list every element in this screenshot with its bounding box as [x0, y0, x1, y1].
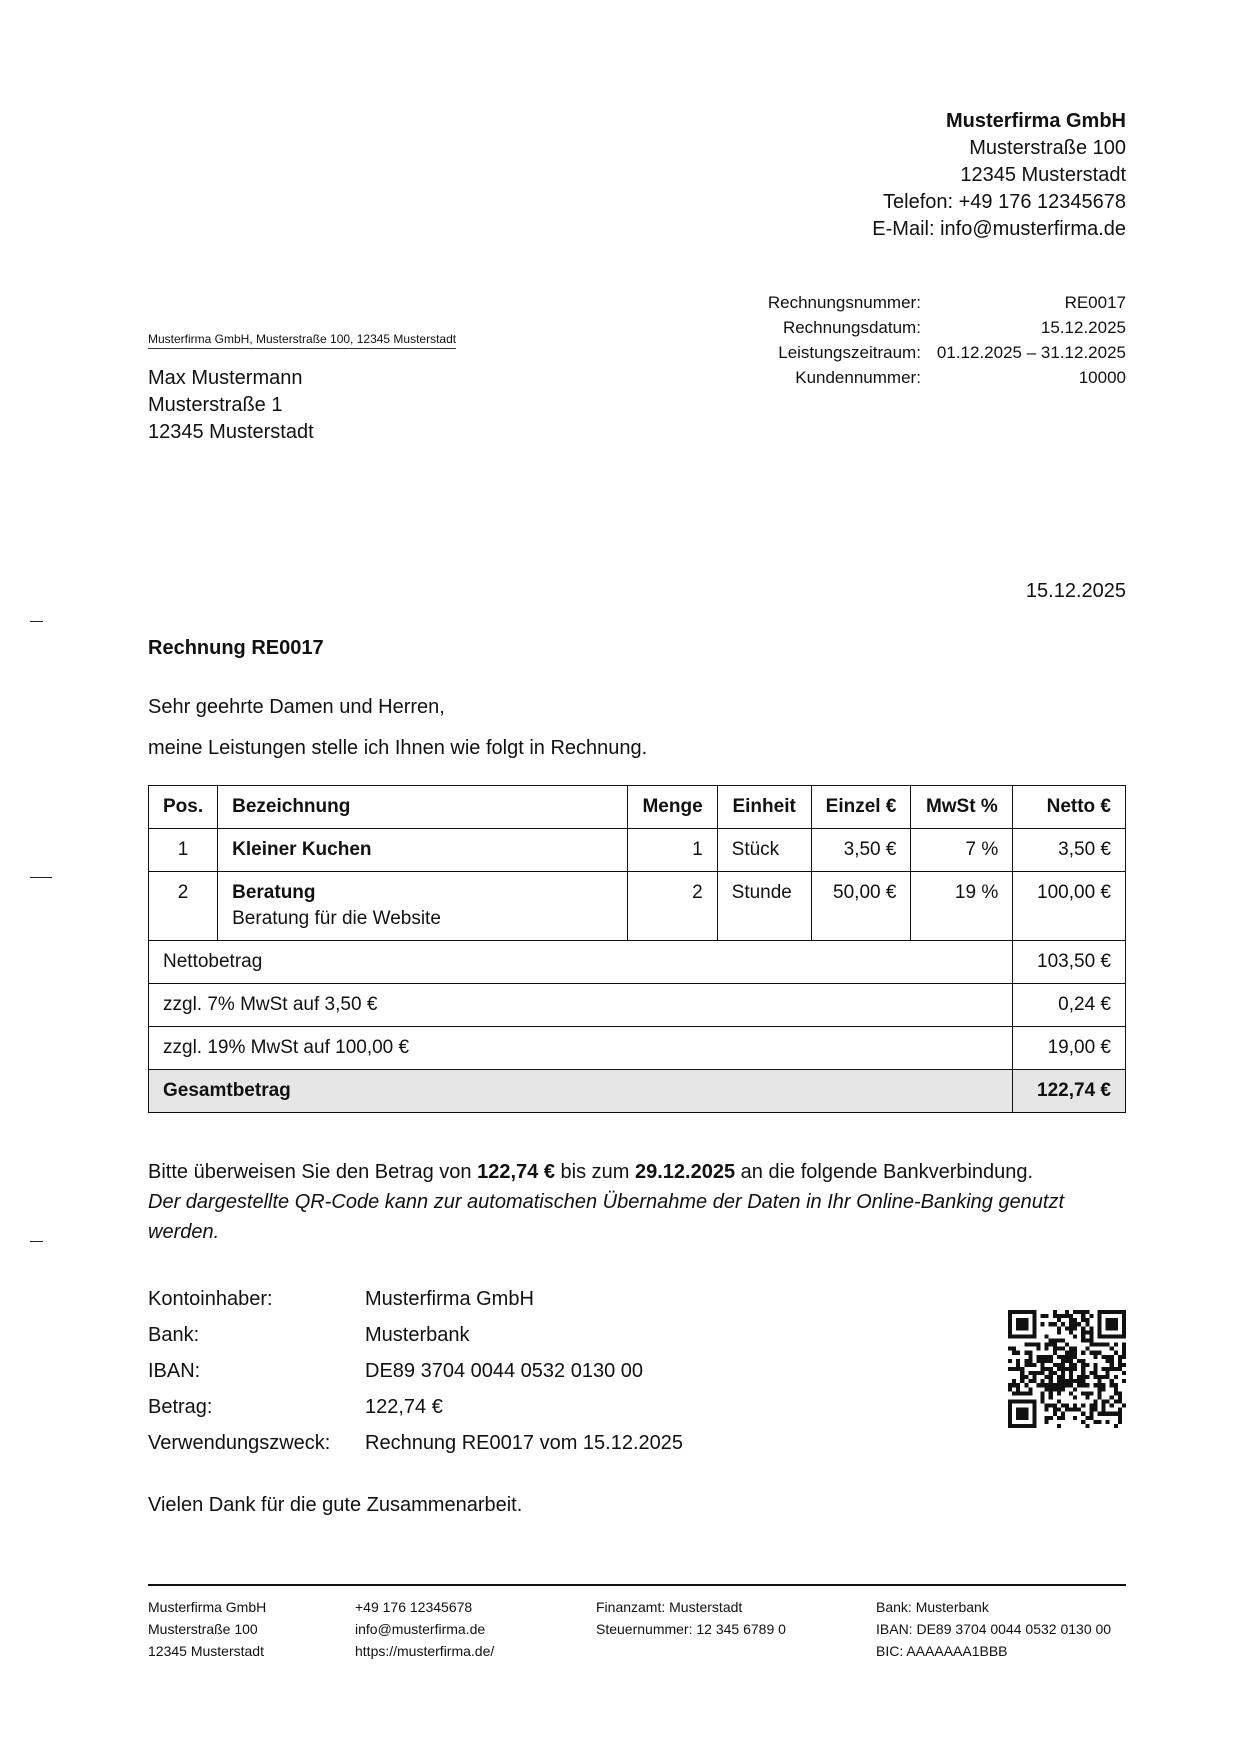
item-title: Beratung: [232, 882, 316, 903]
payment-instructions: [148, 1157, 1128, 1247]
recipient-city: 12345 Musterstadt: [148, 421, 314, 443]
payment-due-date: 29.12.2025: [634, 1161, 736, 1183]
footer-bank: [876, 1596, 1111, 1662]
column-header: Einzel €: [811, 786, 911, 829]
footer-line: Finanzamt: Musterstadt: [596, 1599, 743, 1615]
summary-row: [149, 984, 1126, 1027]
summary-label: zzgl. 7% MwSt auf 3,50 €: [149, 984, 1013, 1027]
fold-mark-bottom: [30, 1241, 43, 1242]
cell-vat: 7 %: [911, 829, 1013, 872]
footer-line: Steuernummer: 12 345 6789 0: [596, 1621, 786, 1637]
cell-pos: 2: [149, 872, 218, 941]
total-value: 122,74 €: [1013, 1070, 1126, 1113]
bank-label: IBAN:: [148, 1360, 201, 1382]
intro-text: meine Leistungen stelle ich Ihnen wie folgt in Rechnung.: [148, 737, 648, 759]
bank-row: [148, 1353, 683, 1389]
bank-value: 122,74 €: [365, 1396, 443, 1418]
cell-pos: 1: [149, 829, 218, 872]
footer-company: [148, 1596, 266, 1662]
table-header-row: [149, 786, 1126, 829]
payment-text: bis zum: [554, 1161, 635, 1183]
invoice-subject: Rechnung RE0017: [148, 637, 324, 659]
footer-line: https://musterfirma.de/: [355, 1643, 495, 1659]
qr-note: Der dargestellte QR-Code kann zur automatischen Übernahme der Daten in Ihr Online-Banking genutzt werden.: [148, 1191, 1065, 1243]
cell-price: 3,50 €: [811, 829, 911, 872]
footer-line: Musterstraße 100: [148, 1621, 258, 1637]
meta-row: [768, 290, 1126, 315]
invoice-meta: [768, 290, 1126, 390]
summary-label: Nettobetrag: [149, 941, 1013, 984]
summary-value: 103,50 €: [1013, 941, 1126, 984]
meta-row: [768, 365, 1126, 390]
footer-line: BIC: AAAAAAA1BBB: [876, 1643, 1008, 1659]
cell-qty: 2: [628, 872, 717, 941]
bank-row: [148, 1389, 683, 1425]
sender-city: 12345 Musterstadt: [960, 164, 1126, 186]
payment-qr-code: [1008, 1310, 1126, 1428]
cell-net: 100,00 €: [1013, 872, 1126, 941]
payment-text: Bitte überweisen Sie den Betrag von: [148, 1161, 478, 1183]
bank-label: Bank:: [148, 1324, 200, 1346]
meta-label: Rechnungsdatum:: [782, 318, 921, 337]
column-header: Netto €: [1013, 786, 1126, 829]
total-row: [149, 1070, 1126, 1113]
column-header: Menge: [628, 786, 717, 829]
bank-value: Musterfirma GmbH: [365, 1288, 534, 1310]
meta-value: 01.12.2025 – 31.12.2025: [936, 343, 1126, 362]
line-items-table: [148, 785, 1126, 1113]
payment-text: an die folgende Bankverbindung.: [735, 1161, 1034, 1183]
summary-row: [149, 941, 1126, 984]
sender-phone: Telefon: +49 176 12345678: [883, 191, 1126, 213]
cell-price: 50,00 €: [811, 872, 911, 941]
cell-vat: 19 %: [911, 872, 1013, 941]
footer-line: Musterfirma GmbH: [148, 1599, 267, 1615]
column-header: MwSt %: [911, 786, 1013, 829]
cell-description: [218, 872, 628, 941]
footer-line: +49 176 12345678: [355, 1599, 473, 1615]
fold-mark-top: [30, 621, 43, 622]
bank-value: Musterbank: [365, 1324, 470, 1346]
bank-label: Verwendungszweck:: [148, 1432, 331, 1454]
footer-line: IBAN: DE89 3704 0044 0532 0130 00: [876, 1621, 1112, 1637]
sender-address: [872, 108, 1126, 243]
table-row: [149, 872, 1126, 941]
bank-label: Kontoinhaber:: [148, 1288, 273, 1310]
footer-line: info@musterfirma.de: [355, 1621, 486, 1637]
sender-street: Musterstraße 100: [969, 137, 1126, 159]
bank-row: [148, 1281, 683, 1317]
column-header: Pos.: [149, 786, 218, 829]
footer-line: 12345 Musterstadt: [148, 1643, 264, 1659]
closing-text: Vielen Dank für die gute Zusammenarbeit.: [148, 1494, 523, 1516]
table-row: [149, 829, 1126, 872]
meta-label: Leistungszeitraum:: [778, 343, 921, 362]
footer-divider: [148, 1584, 1126, 1586]
recipient-address: [148, 365, 314, 446]
punch-mark: [30, 877, 52, 878]
summary-row: [149, 1027, 1126, 1070]
letter-date: 15.12.2025: [1025, 580, 1126, 602]
meta-label: Kundennummer:: [795, 368, 921, 387]
footer-tax: [596, 1596, 786, 1640]
recipient-street: Musterstraße 1: [148, 394, 283, 416]
cell-qty: 1: [628, 829, 717, 872]
meta-row: [768, 340, 1126, 365]
summary-value: 19,00 €: [1013, 1027, 1126, 1070]
sender-email: E-Mail: info@musterfirma.de: [872, 218, 1126, 240]
meta-row: [768, 315, 1126, 340]
meta-value: RE0017: [1064, 293, 1126, 312]
summary-value: 0,24 €: [1013, 984, 1126, 1027]
meta-label: Rechnungsnummer:: [767, 293, 921, 312]
bank-details: [148, 1281, 683, 1461]
meta-value: 10000: [1078, 368, 1126, 387]
cell-unit: Stück: [717, 829, 811, 872]
bank-row: [148, 1317, 683, 1353]
return-address-line: Musterfirma GmbH, Musterstraße 100, 12345 Musterstadt: [148, 332, 456, 349]
recipient-name: Max Mustermann: [148, 367, 303, 389]
bank-value: Rechnung RE0017 vom 15.12.2025: [365, 1432, 684, 1454]
cell-net: 3,50 €: [1013, 829, 1126, 872]
salutation: Sehr geehrte Damen und Herren,: [148, 696, 445, 718]
bank-value: DE89 3704 0044 0532 0130 00: [365, 1360, 644, 1382]
cell-description: [218, 829, 628, 872]
meta-value: 15.12.2025: [1040, 318, 1126, 337]
bank-row: [148, 1425, 683, 1461]
sender-name: Musterfirma GmbH: [945, 110, 1126, 132]
payment-amount: 122,74 €: [477, 1161, 555, 1183]
column-header: Einheit: [717, 786, 811, 829]
payment-sentence: [148, 1157, 1128, 1187]
total-label: Gesamtbetrag: [149, 1070, 1013, 1113]
item-title: Kleiner Kuchen: [232, 839, 372, 860]
column-header: Bezeichnung: [218, 786, 628, 829]
footer-line: Bank: Musterbank: [876, 1599, 989, 1615]
footer-contact: [355, 1596, 494, 1662]
cell-unit: Stunde: [717, 872, 811, 941]
item-description: Beratung für die Website: [232, 908, 441, 929]
bank-label: Betrag:: [148, 1396, 213, 1418]
summary-label: zzgl. 19% MwSt auf 100,00 €: [149, 1027, 1013, 1070]
